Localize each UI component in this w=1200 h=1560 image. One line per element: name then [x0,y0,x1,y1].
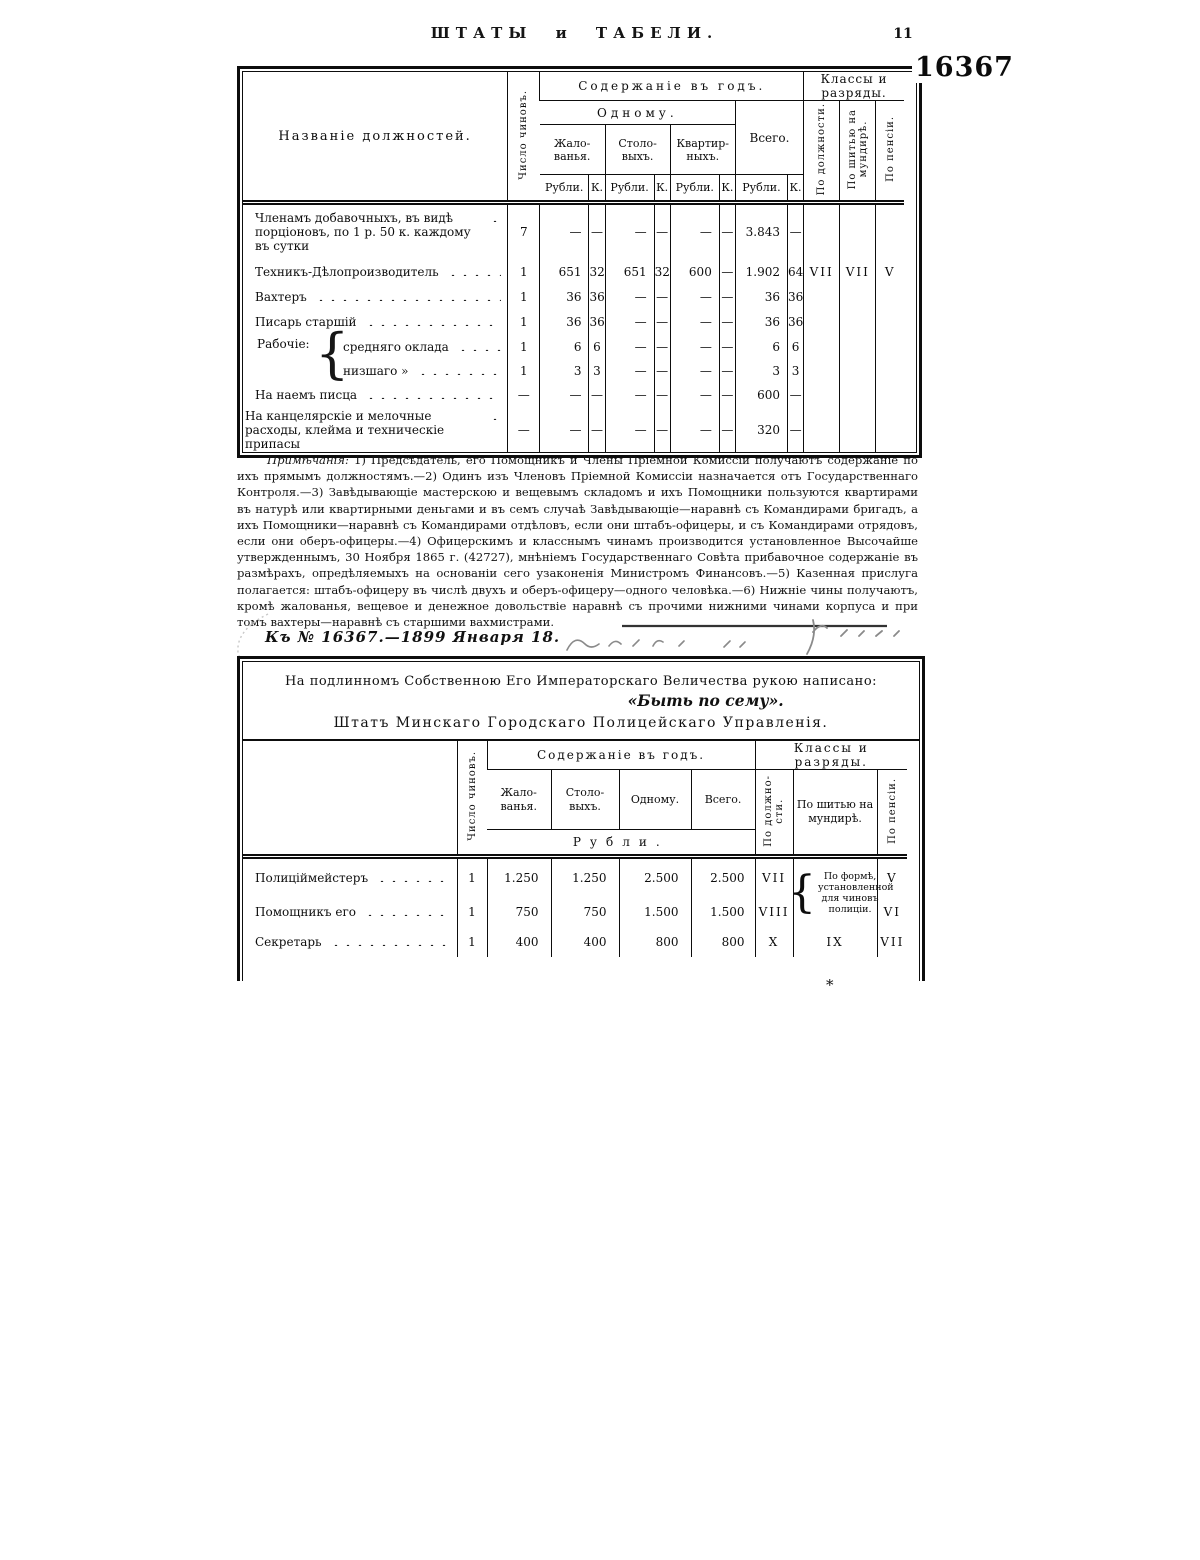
table-money-kopecks: — [654,383,670,408]
table-money-kopecks: 32 [654,259,670,285]
workers-group-label: Рабочіе: [257,336,310,351]
dot-leaders [489,216,501,222]
row-count: 1 [457,927,487,957]
row-label: низшаго » [343,363,409,378]
column-header-to-one: Одному. [540,101,736,125]
quarters-rubles: 600 [670,259,719,285]
total-kopecks: 3 [788,359,804,383]
column-header-positions: Названіе должностей. [278,128,472,144]
staff-table-frame [237,66,922,458]
salary-kopecks: 6 [589,335,605,359]
class-by-embroidery: IX [793,927,877,957]
imperial-approval-line: На подлинномъ Собственною Его Императорскаго Величества рукою написано: [284,674,878,689]
dot-leaders [365,393,501,399]
dot-leaders [457,345,501,351]
table-row [243,285,904,310]
dot-leaders [376,876,450,882]
row-count: — [508,383,540,408]
running-title: ШТАТЫ и ТАБЕЛИ. [430,24,719,42]
row-count: 7 [508,203,540,259]
salary-kopecks: — [589,203,605,259]
total-rubles: 36 [735,310,787,335]
class-by-embroidery [840,335,876,359]
table-money-rubles: — [605,359,654,383]
staff-table [243,72,904,452]
column-header-maintenance: Содержаніе въ годъ. [487,741,755,770]
class-by-pension: VII [877,927,907,957]
class-by-position [804,335,840,359]
total-rubles: 3 [735,359,787,383]
dot-leaders [365,320,502,326]
salary-rubles: — [540,383,589,408]
row-label: Писарь старшій [255,315,357,329]
dot-leaders [330,940,451,946]
class-by-pension [876,359,904,383]
total-value: 800 [691,927,755,957]
salary-kopecks: 32 [589,259,605,285]
subheader-rubles: Рубли. [670,175,719,203]
class-by-embroidery [840,203,876,259]
table-money-kopecks: — [654,203,670,259]
row-label: Помощникъ его [255,904,356,919]
column-header-salary: Жало- ванья. [487,770,551,830]
class-by-pension [876,335,904,359]
salary-kopecks: 36 [589,285,605,310]
class-by-position: VII [804,259,840,285]
group-brace: { [315,321,350,385]
column-header-to-one: Одному. [619,770,691,830]
table-row [243,927,907,957]
table-row [243,408,904,452]
column-header-positions-empty [243,741,457,857]
quarters-kopecks: — [719,285,735,310]
total-kopecks: — [788,203,804,259]
class-by-pension [876,310,904,335]
row-label: Вахтеръ [255,290,307,304]
footnote-asterisk: * [826,976,834,994]
table-money-value: 1.250 [551,857,619,897]
table-money-kopecks: — [654,285,670,310]
uniform-brace: { [788,867,817,919]
class-by-pension: V [876,259,904,285]
quarters-rubles: — [670,203,719,259]
class-by-position [804,285,840,310]
notes-body: 1) Предсѣдатель, его Помощникъ и Члены Пріемной Комиссіи получаютъ содержаніе по ихъ прямымъ должностямъ.—2) Одинъ изъ Членовъ Пріемной Комиссіи назначается отъ Государственнаго Контроля.—3) Завѣдывающіе мастерскою и вещевымъ складомъ и ихъ Помощники пользуются квартирами въ натурѣ или квартирными деньгами и въ семъ случаѣ Завѣдывающіе—наравнѣ съ Командирами бригадъ, а ихъ Помощники—наравнѣ съ Командирами отдѣловъ, если они штабъ-офицеры, и съ Командирами отрядовъ, если они оберъ-офицеры.—4) Офицерскимъ и класснымъ чинамъ производится установленное Высочайше утвержденнымъ, 30 Ноября 1865 г. (42727), мнѣніемъ Государственнаго Совѣта прибавочное содержаніе въ размѣрахъ, опредѣляемыхъ на основаніи сего узаконенія Министромъ Финансовъ.—5) Казенная прислуга полагается: штабъ-офицеру въ числѣ двухъ и оберъ-офицеру—одного человѣка.—6) Нижніе чины получаютъ, кромѣ жалованья, вещевое и денежное довольствіе наравнѣ съ прочими нижними чинами корпуса и при томъ вахтеры—наравнѣ съ старшими вахмистрами. [237,453,918,630]
column-header-classes: Классы и разряды. [755,741,907,770]
table-money-kopecks: — [654,359,670,383]
salary-rubles: 36 [540,310,589,335]
salary-rubles: 36 [540,285,589,310]
class-by-pension [876,203,904,259]
subheader-kopecks: К. [589,175,605,203]
column-header-count: Число чиновъ. [457,741,487,857]
table-row [243,857,907,897]
class-by-position [804,203,840,259]
row-count: 1 [508,359,540,383]
row-label: Секретарь [255,934,322,949]
quarters-kopecks: — [719,310,735,335]
table-money-rubles: 651 [605,259,654,285]
class-by-position [804,383,840,408]
total-kopecks: 36 [788,310,804,335]
quarters-kopecks: — [719,335,735,359]
column-header-table-money: Столо- выхъ. [551,770,619,830]
salary-rubles: — [540,203,589,259]
table-money-rubles: — [605,335,654,359]
salary-kopecks: — [589,383,605,408]
table-money-kopecks: — [654,408,670,452]
quarters-rubles: — [670,285,719,310]
quarters-kopecks: — [719,383,735,408]
salary-value: 1.250 [487,857,551,897]
total-kopecks: 64 [788,259,804,285]
table-money-value: 400 [551,927,619,957]
class-by-embroidery [840,285,876,310]
quarters-kopecks: — [719,359,735,383]
column-header-classes: Классы и разряды. [804,72,904,101]
subheader-kopecks: К. [719,175,735,203]
to-one-value: 800 [619,927,691,957]
subheader-kopecks: К. [788,175,804,203]
class-by-pension: V [877,857,907,897]
total-kopecks: — [788,383,804,408]
table-money-rubles: — [605,310,654,335]
total-value: 1.500 [691,897,755,927]
row-label: Членамъ добавочныхъ, въ видѣ порціоновъ, по 1 р. 50 к. каждому въ сутки [255,210,471,253]
column-header-salary: Жало- ванья. [540,125,605,175]
table-row [243,203,904,259]
salary-rubles: 3 [540,359,589,383]
class-by-embroidery [840,310,876,335]
class-by-embroidery: VII [840,259,876,285]
row-count: 1 [508,259,540,285]
subheader-rubles: Рубли. [540,175,589,203]
column-header-total: Всего. [735,101,803,175]
notes-label: Примѣчанія: [267,453,349,467]
total-value: 2.500 [691,857,755,897]
row-count: 1 [508,335,540,359]
column-header-by-pension: По пенсіи. [876,101,904,203]
subheader-rubles: Рубли. [572,835,669,849]
column-header-table-money: Столо- выхъ. [605,125,670,175]
dot-leaders [489,414,501,420]
row-label: На наемъ писца [255,388,358,402]
table-money-rubles: — [605,203,654,259]
table-row [243,259,904,285]
row-label: средняго оклада [343,339,449,354]
quarters-kopecks: — [719,408,735,452]
table-money-kopecks: — [654,335,670,359]
salary-kopecks: 3 [589,359,605,383]
total-rubles: 36 [735,285,787,310]
class-by-position [804,408,840,452]
dot-leaders [315,295,501,301]
subheader-rubles: Рубли. [605,175,654,203]
column-header-count: Число чиновъ. [508,72,540,203]
row-label: На канцелярскіе и мелочные расходы, клейма и техническіе припасы [245,408,445,451]
total-rubles: 1.902 [735,259,787,285]
quarters-rubles: — [670,359,719,383]
dot-leaders [364,910,451,916]
row-count: 1 [457,857,487,897]
imperial-approval-quote: «Быть по сему». [627,691,784,710]
salary-rubles: 6 [540,335,589,359]
total-rubles: 3.843 [735,203,787,259]
salary-kopecks: 36 [589,310,605,335]
total-rubles: 600 [735,383,787,408]
salary-value: 400 [487,927,551,957]
class-by-pension [876,285,904,310]
class-by-pension: VI [877,897,907,927]
salary-rubles: 651 [540,259,589,285]
table-money-value: 750 [551,897,619,927]
dot-leaders [447,270,502,276]
quarters-kopecks: — [719,203,735,259]
table-row [243,383,904,408]
class-by-position: VIII [755,897,793,927]
total-kopecks: 6 [788,335,804,359]
class-by-position [804,359,840,383]
to-one-value: 2.500 [619,857,691,897]
to-one-value: 1.500 [619,897,691,927]
class-by-pension [876,408,904,452]
subheader-rubles: Рубли. [735,175,787,203]
quarters-kopecks: — [719,259,735,285]
salary-kopecks: — [589,408,605,452]
class-by-position [804,310,840,335]
row-label: Полиціймейстеръ [255,870,369,885]
notes-paragraph [237,452,918,630]
row-count: — [508,408,540,452]
column-header-by-pension: По пенсіи. [877,770,907,857]
minsk-police-table [243,741,907,957]
table-title: Штатъ Минскаго Городскаго Полицейскаго Управленія. [333,715,829,731]
quarters-rubles: — [670,335,719,359]
total-rubles: 6 [735,335,787,359]
table-row [243,335,904,359]
total-rubles: 320 [735,408,787,452]
row-count: 1 [508,310,540,335]
class-by-embroidery [840,408,876,452]
class-by-embroidery [840,359,876,383]
column-header-by-position: По должно- сти. [755,770,793,857]
quarters-rubles: — [670,408,719,452]
quarters-rubles: — [670,383,719,408]
dot-leaders [417,369,502,375]
row-count: 1 [508,285,540,310]
total-kopecks: — [788,408,804,452]
row-label: Техникъ-Дѣлопроизводитель [255,264,439,279]
page-number: 11 [893,26,913,42]
column-header-by-embroidery: По шитью на мундирѣ. [793,770,877,857]
quarters-rubles: — [670,310,719,335]
class-by-position: VII [755,857,793,897]
table-money-rubles: — [605,383,654,408]
column-header-quarters: Квартир- ныхъ. [670,125,735,175]
total-kopecks: 36 [788,285,804,310]
class-by-position: X [755,927,793,957]
document-number: 16367 [912,52,1014,83]
row-count: 1 [457,897,487,927]
minsk-police-table-frame [237,656,925,981]
salary-rubles: — [540,408,589,452]
subheader-kopecks: К. [654,175,670,203]
column-header-by-position: По должности. [804,101,840,203]
salary-value: 750 [487,897,551,927]
column-header-total: Всего. [691,770,755,830]
table-money-rubles: — [605,285,654,310]
table-caption [243,662,919,741]
uniform-note: По формѣ, установленной для чиновъ полиціи. [818,870,894,915]
table-money-rubles: — [605,408,654,452]
table-money-kopecks: — [654,310,670,335]
column-header-by-embroidery: По шитью на мундирѣ. [840,101,876,203]
column-header-maintenance: Содержаніе въ годъ. [540,72,804,101]
class-by-pension [876,383,904,408]
reference-text: Къ № 16367.—1899 Января 18. [265,628,561,646]
class-by-embroidery [840,383,876,408]
